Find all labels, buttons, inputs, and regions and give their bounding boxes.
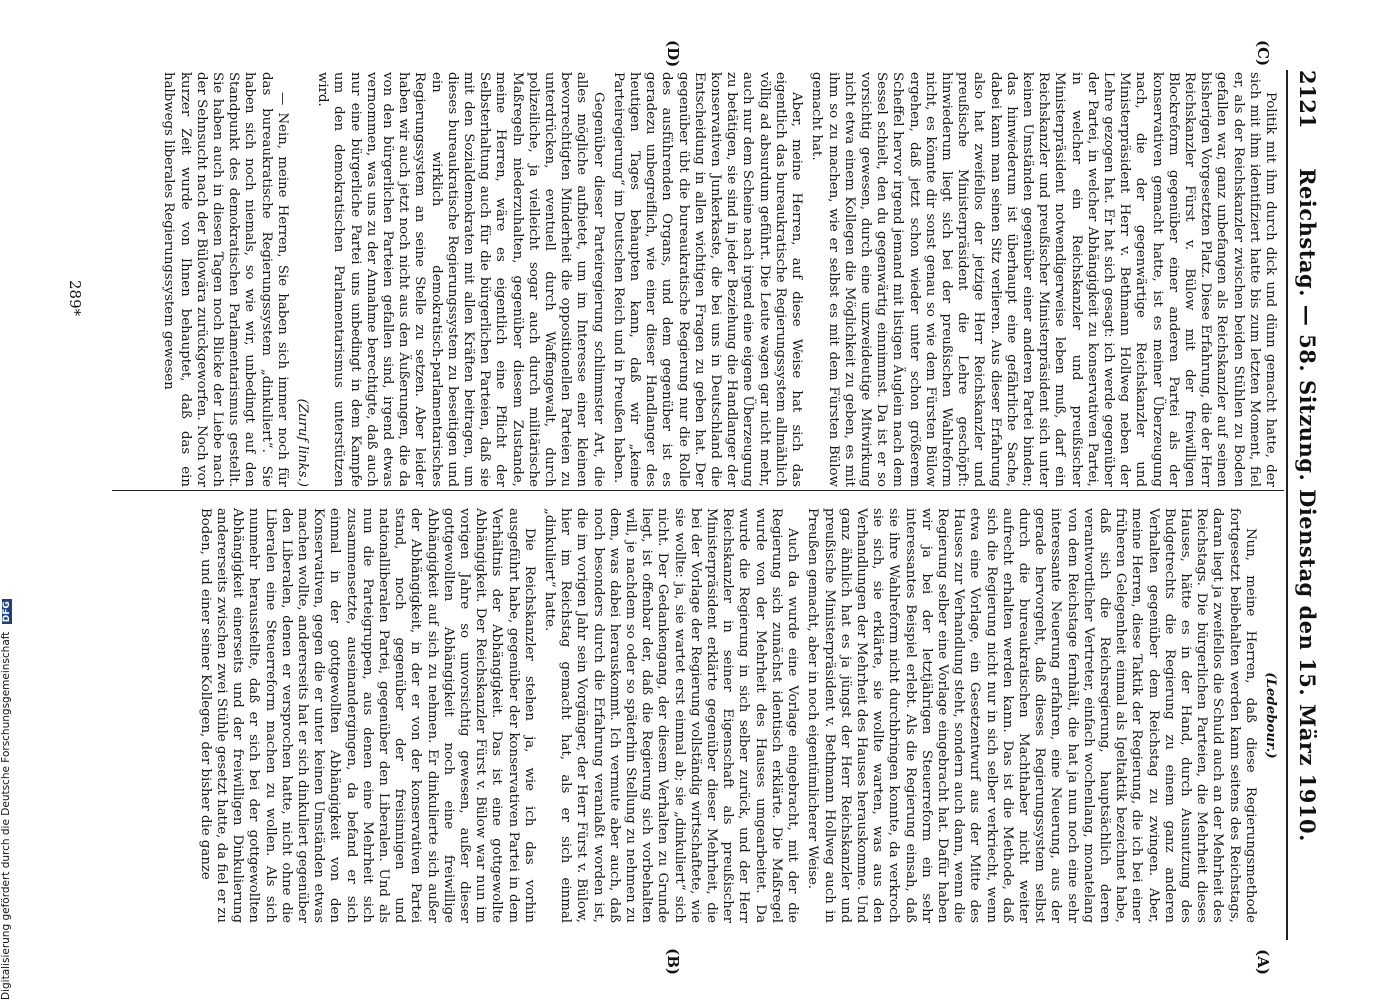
page-title: Reichstag. — 58. Sitzung. Dienstag den 15. März 1910. xyxy=(1294,168,1320,842)
margin-letter-a: (A) xyxy=(1253,949,1272,975)
right-column xyxy=(112,508,1278,923)
page-number: 2121 xyxy=(1294,70,1320,129)
margin-letter-c: (C) xyxy=(1253,40,1272,67)
paragraph: Politik mit ihm durch dick und dünn gemacht hatte, der sich mit ihm identifiziert hatte bis zum letzten Moment, fiel er, als der Reichskanzler zwischen beiden Stühlen zu Boden gefallen war, ganz unbefangen als Reichskanzler auf seinen bisherigen Vorgesetzten Platz. Diese Erfahrung, die der Herr Reichskanzler Fürst v. Bülow mit der freiwilligen Blockreform gegenüber einer anderen Partei als der konservativen gemacht hatte, ist es meiner Überzeugung nach, die der gegenwärtige Reichskanzler und Ministerpräsident Herr v. Bethmann Hollweg neben der Lehre gezogen hat. Er hat sich gesagt: ich werde gegenüber der Partei, in welcher Abhängigkeit zu konservativen Partei, in welcher ein Reichskanzler und preußischer Ministerpräsident notwendigerweise leben muß, darf ein Reichskanzler und preußischer Ministerpräsident sich unter keinen Umständen gegenüber einer anderen Partei binden; das hinwiederum ist überhaupt eine gefährliche Sache, dabei kann man seinen Sitz verlieren. Aus dieser Erfahrung also hat zweifellos der jetzige Herr Reichskanzler und preußische Ministerpräsident die Lehre geschöpft: hinwiederum liegt sich bei der preußischen Wahlreform nicht, es könnte dir sonst genau so wie dem Fürsten Bülow ergehen, daß jetzt schon wieder unter schon größerem Scheffel hervor irgend jemand mit listigen Äuglein nach dem Sessel schielt, den du gegenwärtig einnimmst. Da ist er so vorsichtig gewesen, durch eine unzweideutige Mitwirkung nicht etwa einem Kollegen die Möglichkeit zu geben, es mit ihm so zu machen, wie er selbst es mit dem Fürsten Bülow gemacht hat. xyxy=(808,72,1278,487)
paragraph: — Nein, meine Herren, Sie haben sich immer noch für das bureaukratische Regierungssystem „dinkuliert“. Sie haben sich noch niemals, so wie wir, unbedingt auf den Standpunkt des demokratischen Parlamentarismus gestellt. Sie haben auch in diesen Tagen noch Blicke der Liebe nach der Sehnsucht nach der Bülowära zurückgeworfen. Noch vor kurzer Zeit wurde von Ihnen behauptet, daß das ein halbwegs liberales Regierungssystem gewesen xyxy=(160,72,290,487)
paragraph: Gegenüber dieser Parteiregierung schlimmster Art, die alles mögliche aufbietet, um im Interesse einer kleinen bevorrechtigten Minderheit die oppositionellen Parteien zu unterdrücken, eventuell durch Waffengewalt, durch polizeiliche, ja vielleicht sogar auch durch militärische Maßregeln niederzuhalten, gegenüber diesem Zustande, meine Herren, wäre es eigentlich eine Pflicht der Selbsterhaltung auch für die bürgerlichen Parteien, daß sie mit den Sozialdemokraten mit allen Kräften beitragen, um dieses bureaukratische Regierungssystem zu beseitigen und ein wirklich demokratisch-parlamentarisches Regierungssystem an seine Stelle zu setzen. Aber leider haben wir auch jetzt noch nicht aus den Äußerungen, die da von den bürgerlichen Parteien gefallen sind, irgend etwas vernommen, was uns zu der Annahme berechtigte, daß auch nur eine bürgerliche Partei uns unbedingt in dem Kampfe um den demokratischen Parlamentarismus unterstützen wird. xyxy=(314,72,606,487)
interjection: (Zuruf links.) xyxy=(294,398,310,487)
paragraph: Auch da wurde eine Vorlage eingebracht, mit der die Regierung sich zunächst identisch erklärte. Die Maßregel wurde von der Mehrheit des Hauses umgearbeitet. Da wurde die Regierung in sich selber zurück, und der Herr Reichskanzler in seiner Eigenschaft als preußischer Ministerpräsident erklärte gegenüber dieser Mehrheit, die bei der Vorlage der Regierung vollständig wirtschaftete, wie sie wollte: ja, sie wartet erst einmal ab; sie „dinkuliert“ sich nicht. Der Gedankengang, der diesem Verhalten zu Grunde liegt, ist offenbar der, daß die Regierung sich vorbehalten will, je nachdem so oder so späterhin Stellung zu nehmen zu dem, was dabei herauskommt. Ich vermute aber auch, daß noch besonders durch die Erfahrung veranlaßt worden ist, die im vorigen Jahr sein Vorgänger, der Herr Fürst v. Bülow, hier im Reichstag gemacht hat, als er sich einmal „dinkuliert“ hatte. xyxy=(541,508,800,923)
paragraph: Die Reichskanzler stehen ja, wie ich das vorhin ausgeführt habe, gegenüber der konservativen Partei in dem Verhältnis der Abhängigkeit. Das ist eine gottgewollte Abhängigkeit. Der Reichskanzler Fürst v. Bülow war nun im vorigen Jahre so unvorsichtig gewesen, außer dieser gottgewollten Abhängigkeit noch eine freiwillige Abhängigkeit auf sich zu nehmen. Er dinkulierte sich außer der Abhängigkeit, in der er von der konservativen Partei stand, noch gegenüber der freisinnigen und nationalliberalen Partei, gegenüber den Liberalen. Und als nun die Parteigruppen, aus denen eine Mehrheit sich zusammensetzte, auseinandergingen, da befand er sich einmal in der gottgewollten Abhängigkeit von den Konservativen, gegen die er unter keinen Umständen etwas machen wollte, andererseits hat er sich dinkuliert gegenüber den Liberalen, denen er versprochen hatte, nicht ohne die Liberalen eine Steuerreform machen zu wollen. Als sich nunmehr herausstellte, daß er sich bei der gottgewollten Abhängigkeit einerseits und der freiwilligen Dinkulierung andererseits zwischen zwei Stühle gesetzt hatte, da fiel er zu Boden, und einer seiner Kollegen, der bisher die ganze xyxy=(197,508,537,923)
header-rule xyxy=(1286,70,1288,940)
margin-letter-d: (D) xyxy=(663,40,682,68)
paragraph: Nun, meine Herren, daß diese Regierungsmethode fortgesetzt beibehalten werden kann seitens des Reichstags, daran liegt ja zweifellos die Schuld auch an der Mehrheit des Reichstags. Die bürgerlichen Parteien, die Mehrheit dieses Hauses, hätte es in der Hand, durch Ausnutzung des Budgetrechts die Regierung zu einem ganz anderen Verhalten gegenüber dem Reichstag zu zwingen. Aber, meine Herren, diese Taktik der Regierung, die ich bei einer früheren Gelegenheit einmal als Igeltaktik bezeichnet habe, daß sich die Reichsregierung, hauptsächlich deren verantwortlicher Vertreter, einfach wochenlang, monatelang von dem Reichstage fernhält, die hat ja nun noch eine sehr interessante Neuerung erfahren, eine Neuerung, aus der gerade hervorgeht, daß dieses Regierungssystem selbst durch die bureaukratischen Machthaber nicht weiter aufrecht erhalten werden kann. Das ist die Methode, daß sich die Regierung nicht nur in sich selber verkriecht, wenn etwa eine Vorlage, ein Gesetzentwurf aus der Mitte des Hauses zur Verhandlung steht, sondern auch dann, wenn die Regierung selber eine Vorlage eingebracht hat. Dafür haben wir ja bei der letztjährigen Steuerreform ein sehr interessantes Beispiel erlebt. Als die Regierung einsah, daß sie ihre Wahlreform nicht durchbringen konnte, da verkroch sie sich, sie erklärte, sie wollte warten, was aus den Verhandlungen der Mehrheit des Hauses herauskomme. Und ganz ähnlich hat es ja jüngst der Herr Reichskanzler und preußische Ministerpräsident v. Bethmann Hollweg auch in Preußen gemacht, aber in noch eigentümlicherer Weise. xyxy=(804,508,1258,923)
sheet-number: 289* xyxy=(65,280,84,317)
margin-letter-b: (B) xyxy=(663,948,682,975)
column-divider xyxy=(112,490,1284,491)
credit-text: Digitalisierung gefördert durch die Deutsche Forschungsgemeinschaft xyxy=(0,631,12,1000)
dfg-logo: DFG xyxy=(2,601,12,623)
page-header xyxy=(1290,70,1324,940)
digitization-credit xyxy=(0,0,14,1000)
newspaper-page xyxy=(42,20,1342,980)
paragraph: Aber, meine Herren, auf diese Weise hat sich das eigentlich das bureaukratische Regierungssystem allmählich völlig ad absurdum geführt. Die Leute wagen gar nicht mehr, auch nur dem Scheine nach irgend eine eigene Überzeugung zu betätigen, sie sind in jeder Beziehung die Handlanger der konservativen Junkerkaste, die bei uns in Deutschland die Entscheidung in allen wichtigen Fragen zu geben hat. Der gegenüber übt die bureaukratische Regierung nur die Rolle des ausführenden Organs, und dem gegenüber ist es geradezu unbegreiflich, wie einer dieser Handlanger des heutigen Tages behaupten kann, daß wir „keine Parteiregierung“ im Deutschen Reich und in Preußen haben. xyxy=(610,72,804,487)
left-column xyxy=(112,72,1278,487)
speaker-label: (Ledebour.) xyxy=(1262,672,1278,759)
